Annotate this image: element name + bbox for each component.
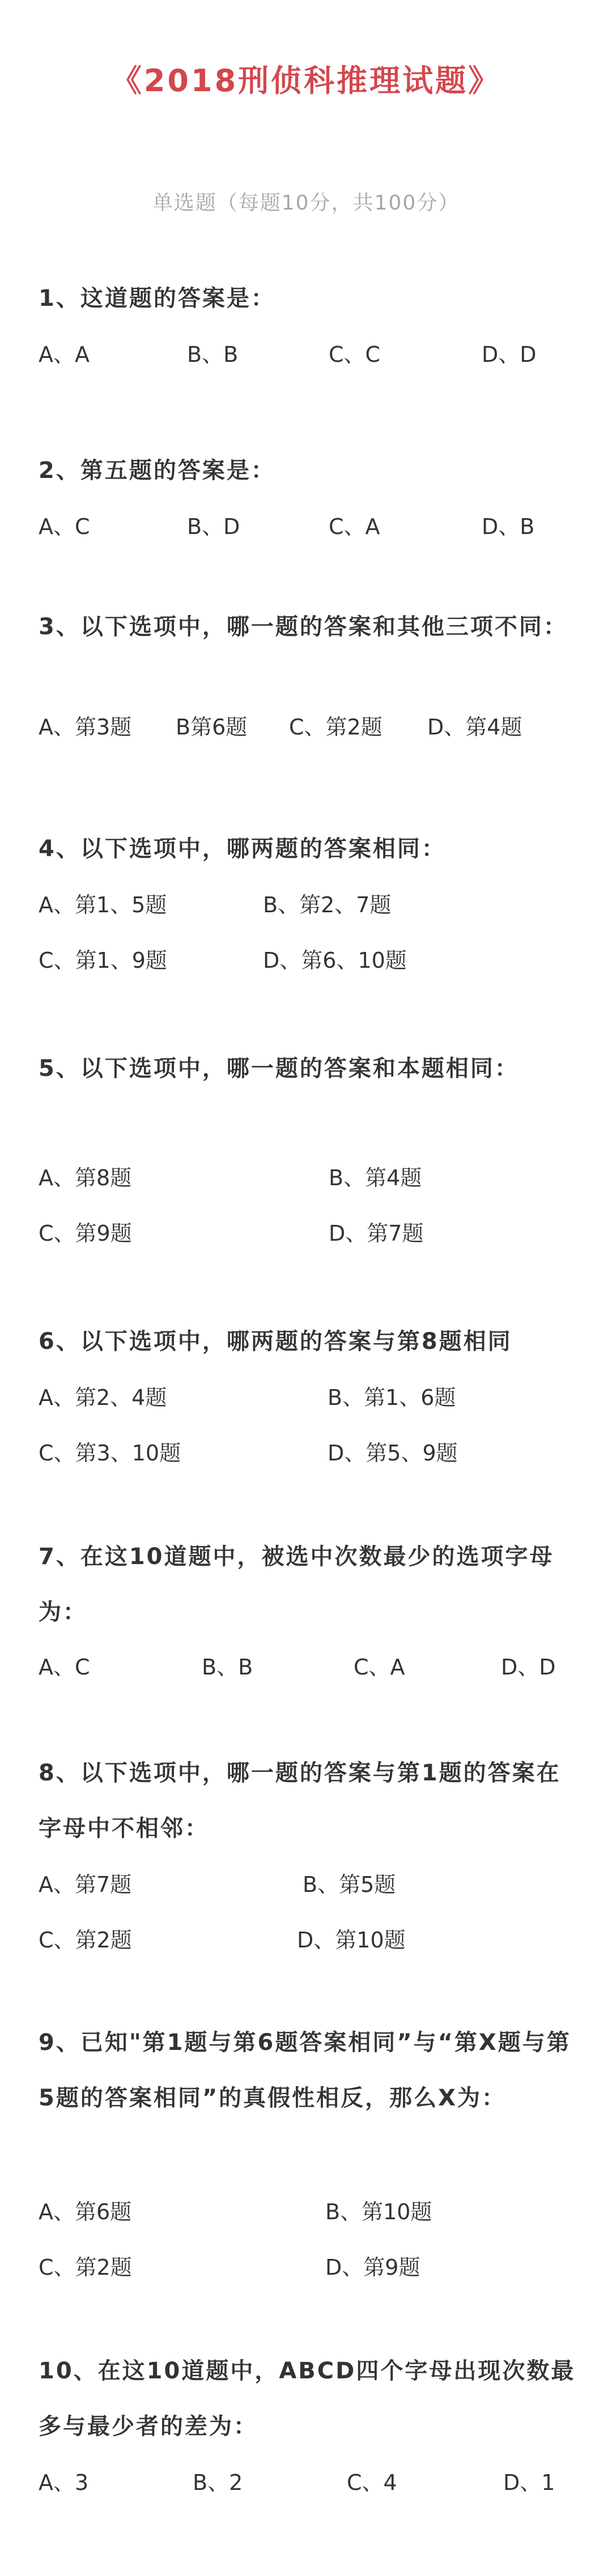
question-5: 5、以下选项中，哪一题的答案和本题相同： bbox=[39, 1056, 519, 1082]
options-row bbox=[39, 1382, 583, 1413]
options-row bbox=[39, 1651, 583, 1683]
option-c: C、第9题 bbox=[39, 1221, 132, 1246]
question-2: 2、第五题的答案是： bbox=[39, 458, 275, 484]
option-b: B、第10题 bbox=[325, 2199, 432, 2224]
page-title: 《2018刑侦科推理试题》 bbox=[110, 63, 502, 99]
question-4: 4、以下选项中，哪两题的答案相同： bbox=[39, 836, 446, 862]
option-a: A、第3题 bbox=[39, 715, 132, 740]
option-c: C、第2题 bbox=[289, 715, 382, 740]
question-1: 1、这道题的答案是： bbox=[39, 285, 275, 311]
option-b: B第6题 bbox=[176, 715, 248, 740]
option-d: D、第4题 bbox=[427, 715, 522, 740]
option-b: B、第5题 bbox=[303, 1872, 396, 1897]
option-a: A、第1、5题 bbox=[39, 892, 167, 917]
option-d: D、第7题 bbox=[329, 1221, 424, 1246]
options-row bbox=[39, 889, 583, 921]
question-6: 6、以下选项中，哪两题的答案与第8题相同 bbox=[39, 1328, 512, 1355]
options-row bbox=[39, 1217, 583, 1249]
option-c: C、A bbox=[329, 514, 380, 539]
option-c: C、C bbox=[329, 342, 381, 367]
option-b: B、2 bbox=[193, 2470, 243, 2495]
option-b: B、第1、6题 bbox=[328, 1385, 456, 1410]
option-d: D、第6、10题 bbox=[263, 948, 407, 973]
option-c: C、第3、10题 bbox=[39, 1441, 181, 1466]
option-c: C、第1、9题 bbox=[39, 948, 167, 973]
options-row bbox=[39, 1162, 583, 1194]
option-a: A、3 bbox=[39, 2470, 89, 2495]
options-row bbox=[39, 2252, 583, 2283]
option-b: B、第4题 bbox=[329, 1165, 422, 1190]
option-a: A、第6题 bbox=[39, 2199, 132, 2224]
options-row bbox=[39, 2196, 583, 2228]
options-row bbox=[39, 1437, 583, 1469]
options-row bbox=[39, 1924, 583, 1956]
option-a: A、C bbox=[39, 514, 90, 539]
option-d: D、B bbox=[482, 514, 535, 539]
question-3: 3、以下选项中，哪一题的答案和其他三项不同： bbox=[39, 614, 568, 640]
option-a: A、第8题 bbox=[39, 1165, 132, 1190]
option-d: D、D bbox=[482, 342, 537, 367]
options-row bbox=[39, 711, 583, 743]
option-c: C、4 bbox=[347, 2470, 397, 2495]
question-10: 10、在这10道题中，ABCD四个字母出现次数最多与最少者的差为： bbox=[39, 2358, 576, 2440]
option-c: C、A bbox=[354, 1655, 405, 1680]
option-d: D、第5、9题 bbox=[328, 1441, 458, 1466]
option-a: A、第7题 bbox=[39, 1872, 132, 1897]
question-8: 8、以下选项中，哪一题的答案与第1题的答案在字母中不相邻： bbox=[39, 1760, 561, 1842]
options-row bbox=[39, 2467, 583, 2498]
options-row bbox=[39, 1869, 583, 1900]
option-b: B、B bbox=[187, 342, 239, 367]
option-d: D、D bbox=[501, 1655, 556, 1680]
option-b: B、B bbox=[202, 1655, 253, 1680]
question-9: 9、已知"第1题与第6题答案相同”与“第X题与第5题的答案相同”的真假性相反，那么X为： bbox=[39, 2030, 571, 2111]
option-c: C、第2题 bbox=[39, 1928, 132, 1953]
option-b: B、第2、7题 bbox=[263, 892, 392, 917]
option-a: A、C bbox=[39, 1655, 90, 1680]
option-c: C、第2题 bbox=[39, 2255, 132, 2280]
option-a: A、第2、4题 bbox=[39, 1385, 167, 1410]
option-d: D、第10题 bbox=[297, 1928, 406, 1953]
page-subtitle: 单选题（每题10分，共100分） bbox=[152, 191, 460, 215]
options-row bbox=[39, 945, 583, 976]
option-d: D、1 bbox=[503, 2470, 555, 2495]
question-7: 7、在这10道题中，被选中次数最少的选项字母为： bbox=[39, 1544, 554, 1625]
options-row bbox=[39, 339, 583, 370]
options-row bbox=[39, 511, 583, 542]
option-d: D、第9题 bbox=[325, 2255, 420, 2280]
option-b: B、D bbox=[187, 514, 240, 539]
option-a: A、A bbox=[39, 342, 90, 367]
